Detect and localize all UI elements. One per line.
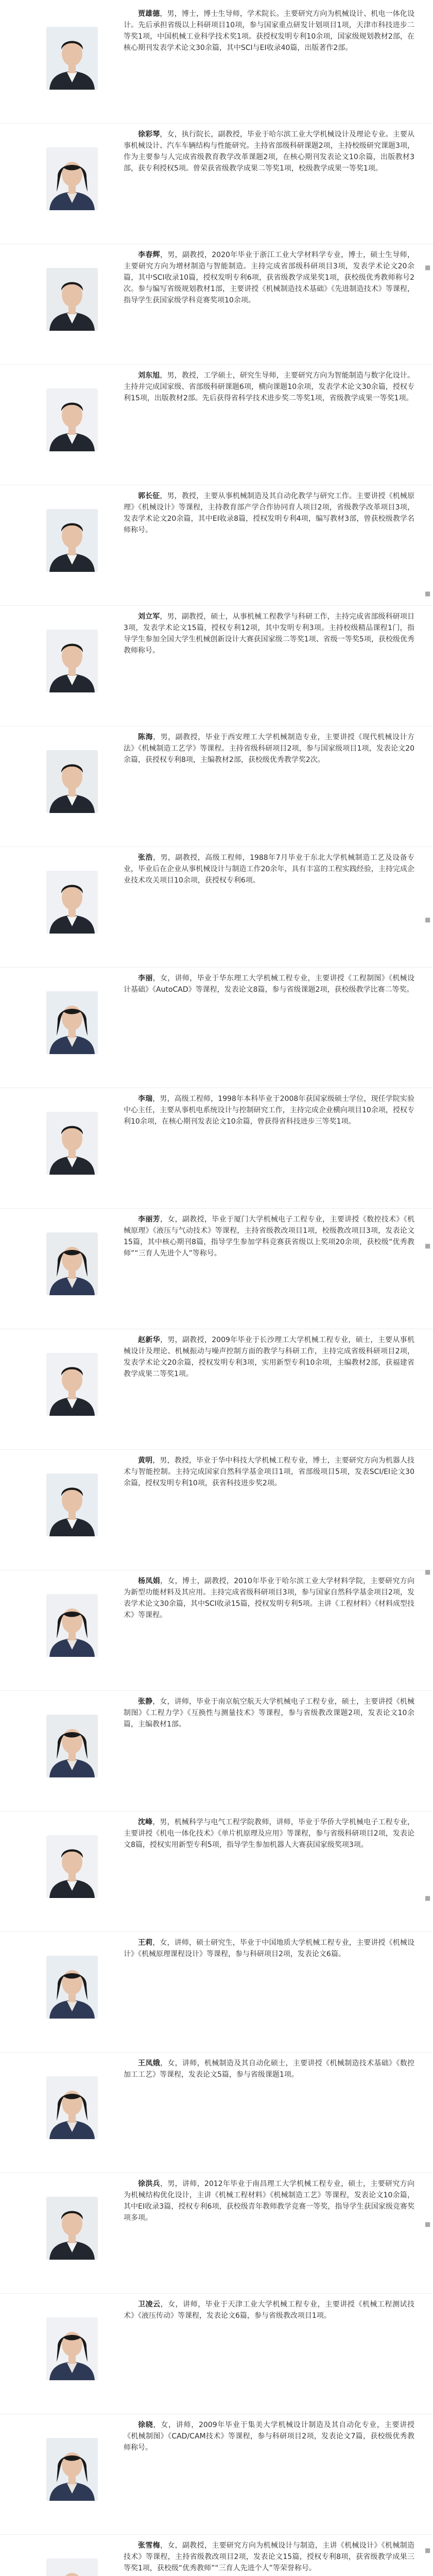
profile-description: 男，副教授，硕士，从事机械工程教学与科研工作，主持完成省部级科研项目3项，发表学术论文15篇，授权专利12项，其中发明专利3项。主持校级精品课程1门，指导学生参加全国大学生机械创新设计大赛获国家级二等奖1项、省级一等奖5项，获校级优秀教师称号。	[124, 613, 414, 655]
person-name: 李丽芳	[138, 1215, 160, 1224]
profile-bio: 杨凤娟，女，博士，副教授，2010年毕业于哈尔滨工业大学材料学院，主要研究方向为新型功能材料及其应用。主持完成省级科研项目3项，参与国家自然科学基金项目2项，发表学术论文30余篇，其中SCI收录15篇，授权发明专利5项。主讲《工程材料》《材料成型技术》等课程。	[124, 1577, 414, 1619]
profile-bio: 陈海，男，副教授，毕业于西安理工大学机械制造专业，主要讲授《现代机械设计方法》《机械制造工艺学》等课程。主持省级科研项目2项，参与国家级项目1项，发表论文20余篇，获授权专利8项，主编教材2部，获校级优秀教学奖2次。	[124, 733, 414, 764]
profile-description: 男，副教授，2009年毕业于长沙理工大学机械工程专业，硕士，主要从事机械设计及理论、机械振动与噪声控制方面的教学与科研工作，主持完成省级科研项目2项，发表学术论文20余篇，授权发明专利3项，实用新型专利10余项，主编教材2部，获福建省教学成果二等奖1项。	[124, 1336, 414, 1378]
profile-description: 男，副教授，高级工程师，1988年7月毕业于东北大学机械制造工艺及设备专业，毕业后在企业从事机械设计与制造工作20余年，具有丰富的工程实践经验，主持完成企业技术攻关项目10余项，获授权专利6项。	[124, 854, 414, 885]
profile-description: 女，讲师，机械制造及其自动化硕士，主要讲授《机械制造技术基础》《数控加工工艺》等课程，发表论文5篇，参与省级课题1项。	[124, 2059, 414, 2079]
profile-entry	[0, 726, 433, 847]
profile-description: 男，副教授，2020年毕业于浙江工业大学材料学专业，博士，硕士生导师，主要研究方向为增材制造与智能制造。主持完成省部级科研项目3项，发表学术论文20余篇，其中SCI收录10篇，授权发明专利6项，获省级教学成果奖1项，获校级优秀教师称号2次。参与编写省级规划教材1部，主要讲授《机械制造技术基础》《先进制造技术》等课程，指导学生获国家级学科竞赛奖项10余项。	[124, 251, 414, 304]
person-photo	[46, 27, 98, 90]
profile-bio: 李春辉，男，副教授，2020年毕业于浙江工业大学材料学专业，博士，硕士生导师，主要研究方向为增材制造与智能制造。主持完成省部级科研项目3项，发表学术论文20余篇，其中SCI收录10篇，授权发明专利6项，获省级教学成果奖1项，获校级优秀教师称号2次。参与编写省级规划教材1部，主要讲授《机械制造技术基础》《先进制造技术》等课程，指导学生获国家级学科竞赛奖项10余项。	[124, 251, 414, 304]
profile-bio: 徐彩琴，女，执行院长，副教授，毕业于哈尔滨工业大学机械设计及理论专业。主要从事机械设计、汽车车辆结构与性能研究。主持省部级科研课题2项，主持校级研究课题3项，作为主要参与人完成省级教育教学改革课题2项，在核心期刊发表论文10余篇，出版教材3部，获专利授权5项。曾荣获省级教学成果二等奖1项，校级教学成果一等奖1项。	[124, 130, 414, 173]
profile-description: 女，执行院长，副教授，毕业于哈尔滨工业大学机械设计及理论专业。主要从事机械设计、汽车车辆结构与性能研究。主持省部级科研课题2项，主持校级研究课题3项，作为主要参与人完成省级教育教学改革课题2项，在核心期刊发表论文10余篇，出版教材3部，获专利授权5项。曾荣获省级教学成果二等奖1项，校级教学成果一等奖1项。	[124, 130, 414, 173]
profile-bio: 徐洪兵，男，讲师，2012年毕业于南昌理工大学机械工程专业，硕士，主要研究方向为机械结构优化设计，主讲《机械工程材料》《机械制造工艺》等课程，发表论文10余篇，其中EI收录3篇，授权专利6项，获校级青年教师教学竞赛一等奖，指导学生获国家级竞赛奖项多项。	[124, 2180, 414, 2222]
person-name: 李瑞	[138, 1095, 153, 1103]
profile-entry	[0, 2535, 433, 2576]
profile-entry	[0, 1691, 433, 1811]
profile-description: 男，教授，毕业于华中科技大学机械工程专业，博士，主要研究方向为机器人技术与智能控制。主持完成国家自然科学基金项目1项，省部级项目5项，发表SCI/EI论文30余篇，授权发明专利10项，获省科技进步奖2项。	[124, 1456, 414, 1487]
profile-bio: 李瑞，男，高级工程师，1998年本科毕业于2008年获国家级硕士学位，现任学院实验中心主任，主要从事机电系统设计与控制研究工作，主持完成企业横向项目10余项，授权专利10余项，在核心期刊发表论文10余篇，曾获得省科技进步三等奖1项。	[124, 1095, 414, 1126]
side-marker: ■	[425, 264, 431, 271]
profile-bio: 张浩，男，副教授，高级工程师，1988年7月毕业于东北大学机械制造工艺及设备专业，毕业后在企业从事机械设计与制造工作20余年，具有丰富的工程实践经验，主持完成企业技术攻关项目10余项，获授权专利6项。	[124, 854, 414, 885]
person-photo	[46, 630, 98, 692]
person-name: 赵新华	[138, 1336, 160, 1344]
person-name: 郭长征	[138, 492, 160, 500]
profile-entry	[0, 1811, 433, 1932]
side-marker: ■	[425, 2547, 431, 2554]
profile-entry	[0, 2294, 433, 2414]
person-photo	[46, 2438, 98, 2501]
profile-description: 女，讲师，毕业于华东理工大学机械工程专业，主要讲授《工程制图》《机械设计基础》《AutoCAD》等课程，发表论文8篇，参与省级课题2项，获校级教学比赛二等奖。	[124, 974, 414, 994]
person-photo	[46, 1473, 98, 1536]
person-photo	[46, 1594, 98, 1657]
person-photo	[46, 2558, 98, 2576]
profile-bio: 张雪梅，女，副教授，主要研究方向为机械设计与制造，主讲《机械设计》《机械制造技术》等课程，主持省级教改项目2项，发表论文15篇，授权专利8项，获省级教学成果三等奖1项，获校级“优秀教师”“三育人先进个人”等荣誉称号。	[124, 2541, 414, 2572]
profile-entry	[0, 2414, 433, 2535]
person-photo	[46, 388, 98, 451]
profile-bio: 刘立军，男，副教授，硕士，从事机械工程教学与科研工作，主持完成省部级科研项目3项，发表学术论文15篇，授权专利12项，其中发明专利3项。主持校级精品课程1门，指导学生参加全国大学生机械创新设计大赛获国家级二等奖1项、省级一等奖5项，获校级优秀教师称号。	[124, 613, 414, 655]
profile-description: 男，副教授，毕业于西安理工大学机械制造专业，主要讲授《现代机械设计方法》《机械制造工艺学》等课程。主持省级科研项目2项，参与国家级项目1项，发表论文20余篇，获授权专利8项，主编教材2部，获校级优秀教学奖2次。	[124, 733, 414, 764]
profile-description: 女，副教授，毕业于厦门大学机械电子工程专业，主要讲授《数控技术》《机械原理》《液压与气动技术》等课程，主持省级教改项目1项，校级教改项目3项，发表论文15篇，其中核心期刊8篇，指导学生参加学科竞赛获省级以上奖项20余项，获校级“优秀教师”“三育人先进个人”等称号。	[124, 1215, 414, 1258]
profile-description: 男，高级工程师，1998年本科毕业于2008年获国家级硕士学位，现任学院实验中心主任，主要从事机电系统设计与控制研究工作，主持完成企业横向项目10余项，授权专利10余项，在核心期刊发表论文10余篇，曾获得省科技进步三等奖1项。	[124, 1095, 414, 1126]
person-name: 张雪梅	[138, 2541, 160, 2550]
profile-description: 女，讲师，硕士研究生，毕业于中国地质大学机械工程专业，主要讲授《机械设计》《机械原理课程设计》等课程，参与科研项目2项，发表论文6篇。	[124, 1939, 414, 1958]
profile-description: 女，博士，副教授，2010年毕业于哈尔滨工业大学材料学院，主要研究方向为新型功能材料及其应用。主持完成省级科研项目3项，参与国家自然科学基金项目2项，发表学术论文30余篇，其中SCI收录15篇，授权发明专利5项。主讲《工程材料》《材料成型技术》等课程。	[124, 1577, 414, 1619]
person-photo	[46, 991, 98, 1054]
profile-description: 男，讲师，2012年毕业于南昌理工大学机械工程专业，硕士，主要研究方向为机械结构优化设计，主讲《机械工程材料》《机械制造工艺》等课程，发表论文10余篇，其中EI收录3篇，授权专利6项，获校级青年教师教学竞赛一等奖，指导学生获国家级竞赛奖项多项。	[124, 2180, 414, 2222]
profile-bio: 黄明，男，教授，毕业于华中科技大学机械工程专业，博士，主要研究方向为机器人技术与智能控制。主持完成国家自然科学基金项目1项，省部级项目5项，发表SCI/EI论文30余篇，授权发明专利10项，获省科技进步奖2项。	[124, 1456, 414, 1487]
person-name: 贾雄德	[138, 10, 160, 18]
person-name: 黄明	[138, 1456, 153, 1465]
profile-description: 女，讲师，2009年毕业于集美大学机械设计制造及其自动化专业，主要讲授《机械制图》《CAD/CAM技术》等课程，参与科研项目2项，发表论文7篇，获校级优秀教师称号。	[124, 2421, 414, 2452]
profile-entry	[0, 2053, 433, 2173]
person-photo	[46, 1353, 98, 1416]
person-name: 王莉	[138, 1939, 153, 1947]
profile-entry	[0, 485, 433, 606]
person-name: 陈海	[138, 733, 153, 741]
profile-entry	[0, 1932, 433, 2053]
profile-entry	[0, 2173, 433, 2294]
person-photo	[46, 1112, 98, 1175]
person-photo	[46, 1956, 98, 2019]
profile-description: 男，教授，工学硕士，研究生导师，主要研究方向为智能制造与数字化设计。主持并完成国家级、省部级科研课题6项，横向课题10余项，发表学术论文30余篇，授权专利15项，出版教材2部。先后获得省科学技术进步奖二等奖1项，省级教学成果一等奖1项。	[124, 371, 414, 402]
person-photo	[46, 2197, 98, 2260]
profile-description: 男，机械科学与电气工程学院教师，讲师，毕业于华侨大学机械电子工程专业，主要讲授《机电一体化技术》《单片机原理及应用》等课程，参与省级科研项目2项，发表论文8篇，授权实用新型专利5项，指导学生参加机器人大赛获国家级奖项3项。	[124, 1818, 414, 1849]
profile-entry	[0, 847, 433, 968]
profile-entry	[0, 1570, 433, 1691]
profile-bio: 王莉，女，讲师，硕士研究生，毕业于中国地质大学机械工程专业，主要讲授《机械设计》《机械原理课程设计》等课程，参与科研项目2项，发表论文6篇。	[124, 1939, 414, 1958]
side-marker: ■	[425, 1242, 431, 1249]
person-photo	[46, 268, 98, 331]
profile-bio: 李丽，女，讲师，毕业于华东理工大学机械工程专业，主要讲授《工程制图》《机械设计基础》《AutoCAD》等课程，发表论文8篇，参与省级课题2项，获校级教学比赛二等奖。	[124, 974, 414, 994]
profile-bio: 张静，女，讲师，毕业于南京航空航天大学机械电子工程专业，硕士，主要讲授《机械制图》《工程力学》《互换性与测量技术》等课程，参与省级教改课题2项，发表论文10余篇，主编教材1部。	[124, 1698, 414, 1728]
person-photo	[46, 871, 98, 934]
person-name: 刘立军	[138, 613, 160, 621]
profile-bio: 贾雄德，男，博士，博士生导师，学术院长。主要研究方向为机械设计、机电一体化设计。先后承担省级以上科研项目10项，参与国家重点研发计划项目1项，天津市科技进步二等奖1项，中国机械工业科学技术奖1项。获授权发明专利10余项，国家级规划教材2部，在核心期刊发表学术论文30余篇，其中SCI与EI收录40篇，出版著作2部。	[124, 10, 414, 52]
person-photo	[46, 750, 98, 813]
person-name: 卫凌云	[138, 2300, 161, 2309]
person-name: 徐晓	[138, 2421, 153, 2429]
side-marker: ■	[425, 1568, 431, 1575]
person-name: 沈峰	[138, 1818, 153, 1826]
person-photo	[46, 1715, 98, 1777]
person-name: 徐彩琴	[138, 130, 160, 139]
side-marker: ■	[425, 916, 431, 923]
person-name: 张静	[138, 1698, 153, 1706]
person-photo	[46, 509, 98, 572]
profile-entry	[0, 1329, 433, 1450]
profile-entry	[0, 244, 433, 365]
person-name: 张浩	[138, 854, 153, 862]
profile-description: 女，副教授，主要研究方向为机械设计与制造，主讲《机械设计》《机械制造技术》等课程，主持省级教改项目2项，发表论文15篇，授权专利8项，获省级教学成果三等奖1项，获校级“优秀教师”“三育人先进个人”等荣誉称号。	[124, 2541, 414, 2572]
person-name: 李春辉	[138, 251, 160, 259]
side-marker: ■	[425, 1894, 431, 1902]
profile-bio: 刘东旭，男，教授，工学硕士，研究生导师，主要研究方向为智能制造与数字化设计。主持并完成国家级、省部级科研课题6项，横向课题10余项，发表学术论文30余篇，授权专利15项，出版教材2部。先后获得省科学技术进步奖二等奖1项，省级教学成果一等奖1项。	[124, 371, 414, 402]
profile-description: 男，博士，博士生导师，学术院长。主要研究方向为机械设计、机电一体化设计。先后承担省级以上科研项目10项，参与国家重点研发计划项目1项，天津市科技进步二等奖1项，中国机械工业科学技术奖1项。获授权发明专利10余项，国家级规划教材2部，在核心期刊发表学术论文30余篇，其中SCI与EI收录40篇，出版著作2部。	[124, 10, 414, 52]
profile-entry	[0, 1450, 433, 1570]
person-name: 徐洪兵	[138, 2180, 160, 2188]
profile-description: 女，讲师，毕业于天津工业大学机械工程专业，主要讲授《机械工程测试技术》《液压传动》等课程，发表论文6篇，参与省级教改项目1项。	[124, 2300, 414, 2320]
person-name: 李丽	[138, 974, 153, 982]
profile-bio: 徐晓，女，讲师，2009年毕业于集美大学机械设计制造及其自动化专业，主要讲授《机械制图》《CAD/CAM技术》等课程，参与科研项目2项，发表论文7篇，获校级优秀教师称号。	[124, 2421, 414, 2452]
person-name: 杨凤娟	[138, 1577, 160, 1585]
profile-description: 女，讲师，毕业于南京航空航天大学机械电子工程专业，硕士，主要讲授《机械制图》《工程力学》《互换性与测量技术》等课程，参与省级教改课题2项，发表论文10余篇，主编教材1部。	[124, 1698, 414, 1728]
profile-entry	[0, 968, 433, 1088]
profile-bio: 赵新华，男，副教授，2009年毕业于长沙理工大学机械工程专业，硕士，主要从事机械设计及理论、机械振动与噪声控制方面的教学与科研工作，主持完成省级科研项目2项，发表学术论文20余篇，授权发明专利3项，实用新型专利10余项，主编教材2部，获福建省教学成果二等奖1项。	[124, 1336, 414, 1378]
profile-entry	[0, 1088, 433, 1209]
side-marker: ■	[425, 590, 431, 597]
person-photo	[46, 1232, 98, 1295]
profile-bio: 李丽芳，女，副教授，毕业于厦门大学机械电子工程专业，主要讲授《数控技术》《机械原理》《液压与气动技术》等课程，主持省级教改项目1项，校级教改项目3项，发表论文15篇，其中核心期刊8篇，指导学生参加学科竞赛获省级以上奖项20余项，获校级“优秀教师”“三育人先进个人”等称号。	[124, 1215, 414, 1258]
profile-bio: 郭长征，男，教授，主要从事机械制造及其自动化教学与研究工作。主要讲授《机械原理》《机械设计》等课程，主持教育部产学合作协同育人项目2项，省级教学改革项目3项，发表学术论文20余篇，其中EI收录8篇，授权发明专利4项，编写教材3部，曾获校级教学名师称号。	[124, 492, 414, 534]
profile-entry	[0, 3, 433, 124]
person-name: 刘东旭	[138, 371, 160, 380]
profile-bio: 卫凌云，女，讲师，毕业于天津工业大学机械工程专业，主要讲授《机械工程测试技术》《液压传动》等课程，发表论文6篇，参与省级教改项目1项。	[124, 2300, 414, 2320]
profile-bio: 王凤娥，女，讲师，机械制造及其自动化硕士，主要讲授《机械制造技术基础》《数控加工工艺》等课程，发表论文5篇，参与省级课题1项。	[124, 2059, 414, 2079]
profile-entry	[0, 365, 433, 485]
profile-entry	[0, 1209, 433, 1329]
person-photo	[46, 2317, 98, 2380]
person-photo	[46, 147, 98, 210]
person-photo	[46, 2076, 98, 2139]
profile-entry	[0, 606, 433, 726]
side-marker: ■	[425, 2221, 431, 2228]
profile-description: 男，教授，主要从事机械制造及其自动化教学与研究工作。主要讲授《机械原理》《机械设计》等课程，主持教育部产学合作协同育人项目2项，省级教学改革项目3项，发表学术论文20余篇，其中EI收录8篇，授权发明专利4项，编写教材3部，曾获校级教学名师称号。	[124, 492, 414, 534]
person-name: 王凤娥	[138, 2059, 160, 2067]
person-photo	[46, 1835, 98, 1898]
profile-bio: 沈峰，男，机械科学与电气工程学院教师，讲师，毕业于华侨大学机械电子工程专业，主要讲授《机电一体化技术》《单片机原理及应用》等课程，参与省级科研项目2项，发表论文8篇，授权实用新型专利5项，指导学生参加机器人大赛获国家级奖项3项。	[124, 1818, 414, 1849]
profile-entry	[0, 124, 433, 244]
